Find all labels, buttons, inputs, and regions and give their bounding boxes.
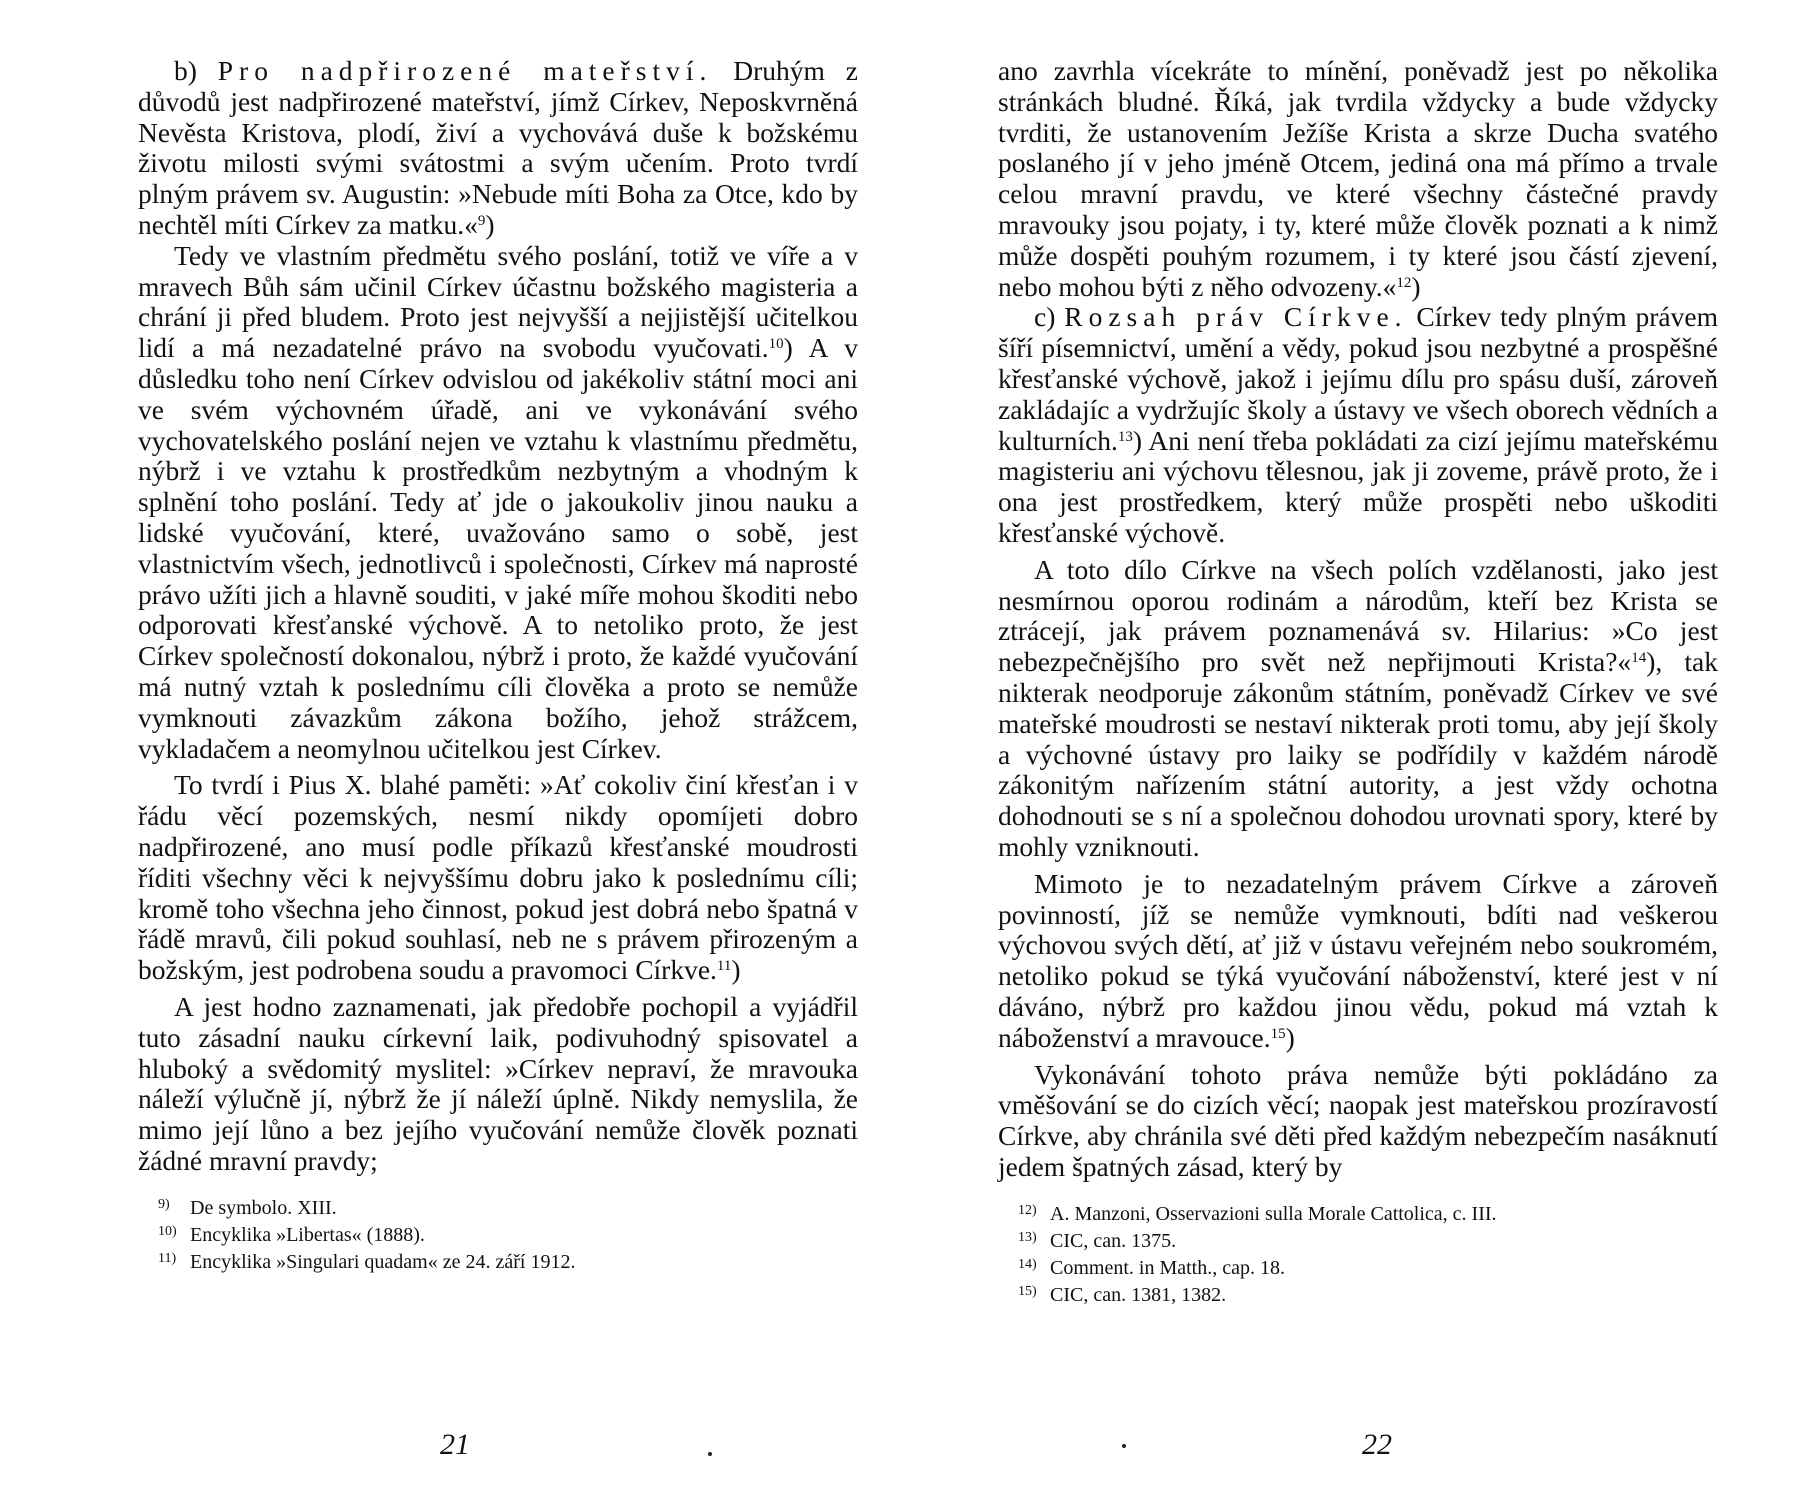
- paragraph: ano zavrhla vícekráte to mínění, poněvadž jest po několika stránkách bludné. Říká, jak tvrdila vždycky a bude vždycky tvrditi, že ustanovením Ježíše Krista a skrze Ducha svatého poslaného jí v jeho jméně Otcem, jediná ona má přímo a trvale celou mravní pravdu, ve které všechny částečné pravdy mravouky jsou pojaty, i ty, které může člověk poznati a k nimž může dospěti pouhým rozumem, i ty které jsou částí zjevení, nebo mohou býti z něho odvozeny.«$^{12}$): [998, 55, 1718, 302]
- scan-speck: [1122, 1444, 1126, 1448]
- section-heading: Rozsah práv Církve.: [1064, 301, 1408, 333]
- footnote-ref: 15: [1270, 1025, 1286, 1042]
- footnote: 13) CIC, can. 1375.: [1018, 1229, 1177, 1252]
- paragraph: c) Rozsah práv Církve. Církev tedy plným právem šíří písemnictví, umění a vědy, pokud jsou nezbytné a prospěšné křesťanské výchově, jakož i jejímu dílu pro spásu duší, zároveň zakládajíc a vydržujíc školy a ústavy ve všech oborech vědních a kulturních.$^{13}$) Ani není třeba pokládati za cizí jejímu mateřskému magisteriu ani výchovu tělesnou, jak ji zoveme, právě proto, že i ona jest prostředkem, který může prospěti nebo uškoditi křesťanské výchově.: [998, 301, 1718, 548]
- paragraph: A jest hodno zaznamenati, jak předobře pochopil a vyjádřil tuto zásadní nauku církevní laik, podivuhodný spisovatel a hluboký a svědomitý myslitel: »Církev nepraví, že mravouka náleží výlučně jí, nýbrž že jí náleží úplně. Nikdy nemyslila, že mimo její lůno a bez jejího vyučování nemůže člověk poznati žádné mravní pravdy;: [138, 990, 858, 1176]
- footnote: 12) A. Manzoni, Osservazioni sulla Morale Cattolica, c. III.: [1018, 1202, 1497, 1225]
- paragraph: Tedy ve vlastním předmětu svého poslání, totiž ve víře a v mravech Bůh sám učinil Církev účastnu božského magisteria a chrání ji před bludem. Proto jest nejvyšší a nejjistější učitelkou lidí a má nezadatelné právo na svobodu vyučovati.$^{10}$) A v důsledku toho není Církev odvislou od jakékoliv státní moci ani ve svém výchovném úřadě, ani ve vykonávání svého vychovatelského poslání nejen ve vztahu k vlastnímu předmětu, nýbrž i ve vztahu k prostředkům nezbytným a vhodným k splnění toho poslání. Tedy ať jde o jakoukoliv jinou nauku a lidské vyučování, které, uvažováno samo o sobě, jest vlastnictvím všech, jednotlivců i společnosti, Církev má naprosté právo užíti jich a hlavně souditi, v jaké míře mohou škoditi nebo odporovati křesťanské výchově. A to netoliko proto, že jest Církev společností dokonalou, nýbrž i proto, že každé vyučování má nutný vztah k poslednímu cíli člověka a proto se nemůže vymknouti závazkům zákona božího, jehož strážcem, vykladačem a neomylnou učitelkou jest Církev.: [138, 239, 859, 764]
- footnote-ref: 11: [716, 958, 732, 975]
- paragraph: A toto dílo Církve na všech polích vzdělanosti, jako jest nesmírnou oporou rodinám a národům, kteří bez Krista se ztrácejí, jak právem poznamenává sv. Hilarius: »Co jest nebezpečnějšího pro svět než nepřijmouti Krista?«$^{14}$), tak nikterak neodporuje zákonům státním, poněvadž Církev ve své mateřské moudrosti se nestaví nikterak proti tomu, aby její školy a výchovné ústavy pro laiky se podřídily v každém národě zákonitým nařízením státní autority, a jest vždy ochotna dohodnouti se s ní a společnou dohodou urovnati spory, které by mohly vzniknouti.: [998, 553, 1718, 862]
- footnote-ref: 12: [1396, 274, 1412, 291]
- footnote-ref: 10: [768, 336, 784, 353]
- page-number: 22: [1362, 1428, 1392, 1461]
- paragraph: Vykonávání tohoto práva nemůže býti pokládáno za vměšování se do cizích věcí; naopak jest mateřskou prozíravostí Církve, aby chránila své děti před každým nebezpečím nasáknutí jedem špatných zásad, který by: [998, 1058, 1718, 1182]
- section-heading: Pro nadpřirozené mateřství.: [217, 55, 713, 86]
- footnotes: [138, 1193, 858, 1274]
- scan-speck: [708, 1452, 712, 1456]
- footnote-ref: 9: [477, 212, 486, 229]
- paragraph: To tvrdí i Pius X. blahé paměti: »Ať cokoliv činí křesťan i v řádu věcí pozemských, nesmí nikdy opomíjeti dobro nadpřirozené, ano musí podle příkazů křesťanské moudrosti říditi všechny věci k nejvyššímu dobru jako k poslednímu cíli; kromě toho všechna jeho činnost, pokud jest dobrá nebo špatná v řádě mravů, čili pokud souhlasí, neb ne s právem přirozeným a božským, jest podrobena soudu a pravomoci Církve.$^{11}$): [138, 769, 858, 986]
- footnote: 10) Encyklika »Libertas« (1888).: [158, 1223, 425, 1246]
- footnote-ref: 14: [1631, 650, 1647, 667]
- paragraph: Mimoto je to nezadatelným právem Církve a zároveň povinností, jíž se nemůže vymknouti, bdíti nad veškerou výchovou svých dětí, ať již v ústavu veřejném nebo soukromém, netoliko pokud se týká vyučování náboženství, které jest v ní dáváno, nýbrž pro každou jinou vědu, pokud má vztah k náboženství a mravouce.$^{15}$): [998, 867, 1718, 1053]
- page-number: 21: [440, 1428, 470, 1461]
- footnote: 14) Comment. in Matth., cap. 18.: [1018, 1256, 1285, 1279]
- footnote: 15) CIC, can. 1381, 1382.: [1018, 1283, 1227, 1306]
- footnote-ref: 13: [1117, 428, 1133, 445]
- footnotes: [998, 1199, 1718, 1307]
- right-page: [998, 56, 1718, 1307]
- left-page: [138, 56, 858, 1274]
- footnote: 9) De symbolo. XIII.: [158, 1196, 337, 1219]
- footnote: 11) Encyklika »Singulari quadam« ze 24. září 1912.: [158, 1250, 576, 1273]
- paragraph: b) Pro nadpřirozené mateřství. Druhým z důvodů jest nadpřirozené mateřství, jímž Církev, Neposkvrněná Nevěsta Kristova, plodí, živí a vychovává duše k božskému životu milosti svými svátostmi a svým učením. Proto tvrdí plným právem sv. Augustin: »Nebude míti Boha za Otce, kdo by nechtěl míti Církev za matku.«$^9$): [138, 55, 858, 240]
